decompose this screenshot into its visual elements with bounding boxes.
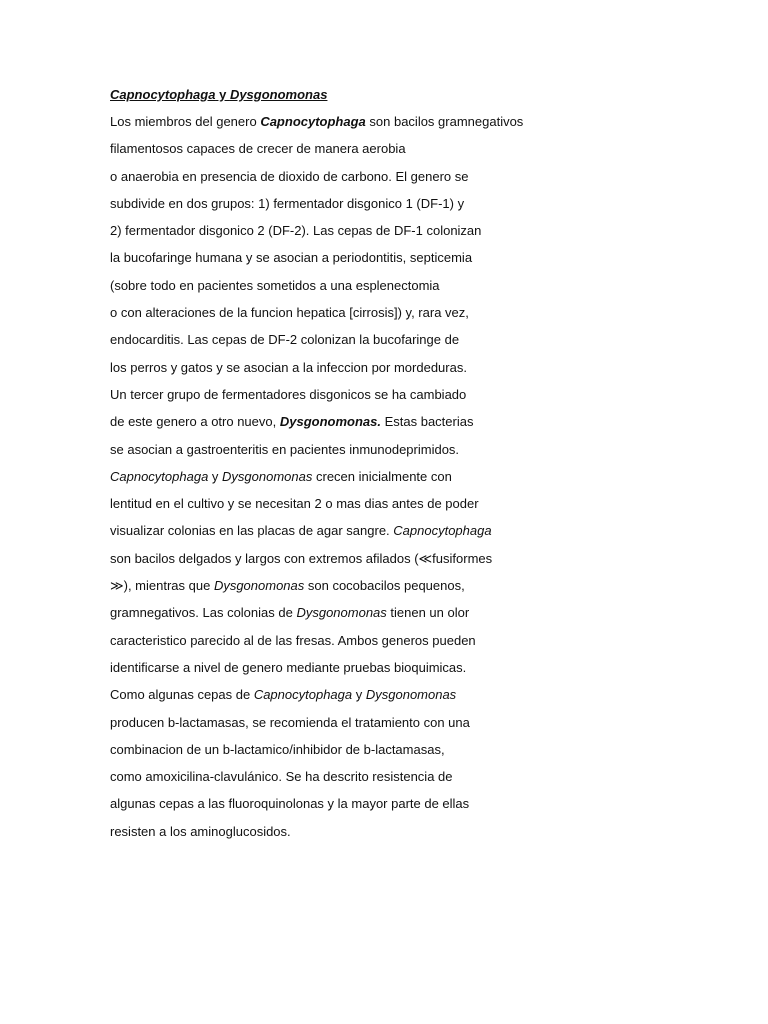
text-segment: o con alteraciones de la funcion hepatica [cirrosis]) y, rara vez, [110,305,469,321]
text-segment: producen b-lactamasas, se recomienda el tratamiento con una [110,714,470,730]
body-line [110,413,670,440]
text-segment: visualizar colonias en las placas de agar sangre. [110,523,394,539]
title-genus-1: Capnocytophaga [110,87,216,102]
text-segment: resisten a los aminoglucosidos. [110,823,291,839]
body-line [110,741,670,768]
document-body [110,113,670,850]
body-line [110,222,670,249]
text-segment: Los miembros del genero [110,114,261,129]
body-line [110,604,670,631]
text-segment: filamentosos capaces de crecer de manera aerobia [110,141,406,157]
italic-term: Dysgonomonas [213,578,305,594]
body-line [110,795,670,822]
body-line [110,359,670,386]
body-line [110,331,670,358]
body-line [110,686,670,713]
text-segment: de este genero a otro nuevo, [110,414,280,430]
text-segment: endocarditis. Las cepas de DF-2 colonizan la bucofaringe de [110,332,460,348]
body-line [110,140,670,167]
text-segment: lentitud en el cultivo y se necesitan 2 o mas dias antes de poder [110,496,479,512]
body-line [110,632,670,659]
body-line [110,195,670,222]
body-line [110,495,670,522]
title-conjunction: y [215,87,230,102]
text-segment: algunas cepas a las fluoroquinolonas y la mayor parte de ellas [110,796,470,812]
text-segment: combinacion de un b-lactamico/inhibidor de b-lactamasas, [110,741,445,757]
italic-term: Capnocytophaga [393,523,492,539]
italic-term: Dysgonomonas [222,468,313,484]
text-segment: y [208,468,223,484]
body-line [110,714,670,741]
text-segment: gramnegativos. Las colonias de [110,605,297,621]
text-segment: y [352,687,366,703]
body-line [110,577,670,604]
body-line [110,168,670,195]
text-segment: tienen un olor [386,605,470,621]
body-line [110,522,670,549]
title-genus-2: Dysgonomonas [229,87,328,102]
emphasized-term: Capnocytophaga [260,114,366,129]
text-segment: o anaerobia en presencia de dioxido de carbono. El genero se [110,168,469,184]
text-segment: Como algunas cepas de [110,687,254,703]
text-segment: 2) fermentador disgonico 2 (DF-2). Las cepas de DF-1 colonizan [110,223,482,239]
body-line [110,768,670,795]
text-segment: (sobre todo en pacientes sometidos a una esplenectomia [110,277,440,293]
italic-term: Capnocytophaga [110,468,209,484]
text-segment: la bucofaringe humana y se asocian a periodontitis, septicemia [110,250,473,266]
body-line [110,823,670,850]
text-segment: se asocian a gastroenteritis en pacientes inmunodeprimidos. [110,441,460,457]
body-line [110,277,670,304]
body-line [110,249,670,276]
body-line [110,468,670,495]
body-line [110,386,670,413]
body-line [110,441,670,468]
italic-term: Dysgonomonas [296,605,387,621]
text-segment: Estas bacterias [380,414,474,430]
text-segment: identificarse a nivel de genero mediante pruebas bioquimicas. [110,659,467,675]
body-line [110,304,670,331]
text-segment: como amoxicilina-clavulánico. Se ha descrito resistencia de [110,769,453,785]
text-segment: ≫), mientras que [110,578,214,594]
body-line [110,113,670,140]
text-segment: crecen inicialmente con [312,468,452,484]
text-segment: subdivide en dos grupos: 1) fermentador disgonico 1 (DF-1) y [110,195,465,211]
emphasized-term: Dysgonomonas. [279,414,381,430]
text-segment: son bacilos gramnegativos [365,114,524,129]
text-segment: Un tercer grupo de fermentadores disgonicos se ha cambiado [110,386,467,402]
body-line [110,659,670,686]
text-segment: los perros y gatos y se asocian a la infeccion por mordeduras. [110,359,467,375]
italic-term: Capnocytophaga [253,687,353,703]
bold-term [260,114,365,129]
body-line [110,550,670,577]
text-segment: son cocobacilos pequenos, [304,578,465,594]
bold-term [280,414,381,429]
text-segment: caracteristico parecido al de las fresas. Ambos generos pueden [110,632,476,648]
italic-term: Dysgonomonas [365,687,457,703]
document-title [110,86,327,104]
text-segment: son bacilos delgados y largos con extremos afilados (≪fusiformes [110,550,493,566]
